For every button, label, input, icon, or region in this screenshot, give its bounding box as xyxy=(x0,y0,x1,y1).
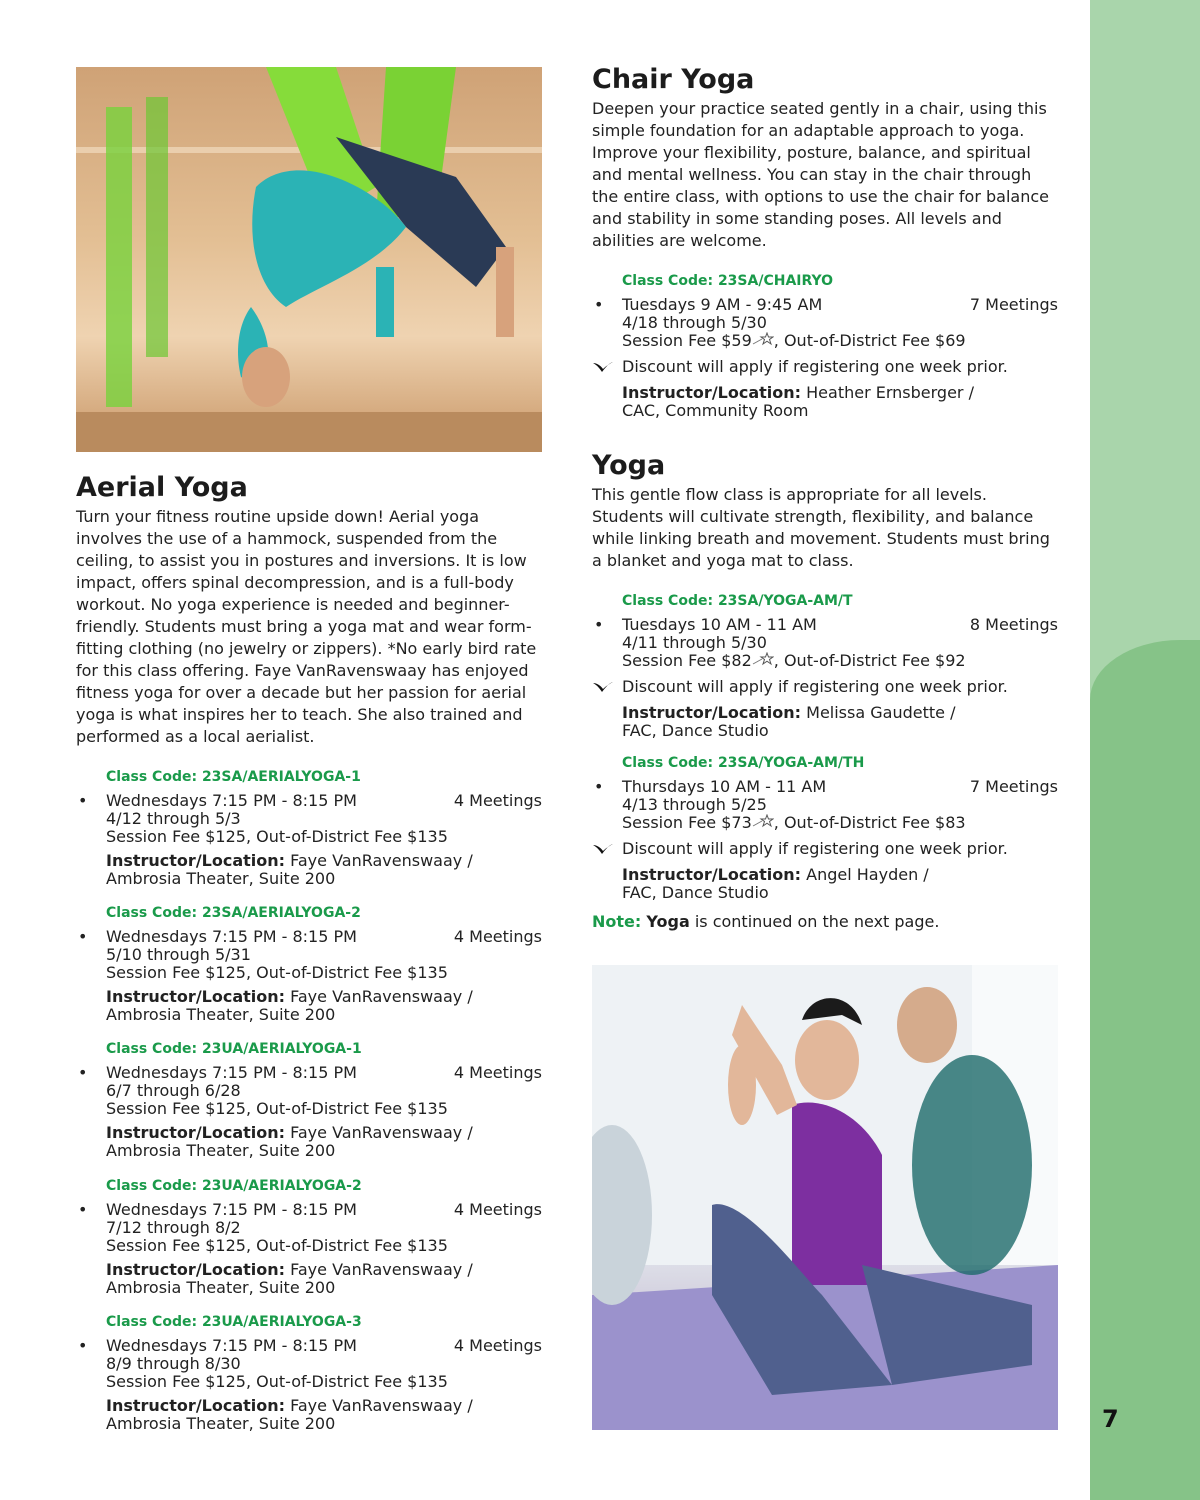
class-meetings: 7 Meetings xyxy=(969,777,1058,796)
class-discount-text: Discount will apply if registering one week prior. xyxy=(622,677,1008,696)
class-instructor xyxy=(592,704,1058,740)
aerial-class xyxy=(76,1177,542,1297)
bird-icon xyxy=(592,842,614,856)
class-code: Class Code: 23SA/YOGA-AM/TH xyxy=(622,755,865,771)
class-schedule: Wednesdays 7:15 PM - 8:15 PM xyxy=(106,1336,357,1355)
class-fee-session: Session Fee $73 xyxy=(622,813,752,832)
class-location: CAC, Community Room xyxy=(622,401,809,420)
class-schedule-row xyxy=(76,1064,542,1082)
class-instructor xyxy=(76,1124,542,1160)
class-schedule-row xyxy=(76,792,542,810)
class-schedule: Wednesdays 7:15 PM - 8:15 PM xyxy=(106,791,357,810)
bullet-icon: • xyxy=(78,1200,88,1219)
class-instructor xyxy=(76,988,542,1024)
class-dates: 8/9 through 8/30 xyxy=(106,1354,241,1373)
class-dates: 4/18 through 5/30 xyxy=(622,313,767,332)
yoga-description: This gentle flow class is appropriate for all levels. Students will cultivate strength, flexibility, and balance while linking breath and movement. Students must bring a blanket and yoga mat to class. xyxy=(592,485,1050,570)
class-meetings: 8 Meetings xyxy=(969,615,1058,634)
class-schedule-row xyxy=(592,616,1058,634)
bullet-icon: • xyxy=(594,777,604,796)
star-icon xyxy=(752,814,774,828)
class-schedule-row xyxy=(592,296,1058,314)
class-schedule: Tuesdays 9 AM - 9:45 AM xyxy=(622,295,823,314)
class-discount xyxy=(592,840,1058,858)
instructor-label: Instructor/Location: xyxy=(622,703,802,722)
class-discount-text: Discount will apply if registering one week prior. xyxy=(622,839,1008,858)
class-location: FAC, Dance Studio xyxy=(622,883,769,902)
class-code: Class Code: 23SA/AERIALYOGA-1 xyxy=(106,769,361,785)
note-label: Note: xyxy=(592,912,642,931)
class-meetings: 4 Meetings xyxy=(453,1200,542,1219)
yoga-class xyxy=(592,754,1058,902)
class-discount-text: Discount will apply if registering one week prior. xyxy=(622,357,1008,376)
instructor-label: Instructor/Location: xyxy=(106,1123,286,1142)
class-dates: 6/7 through 6/28 xyxy=(106,1081,241,1100)
class-code: Class Code: 23UA/AERIALYOGA-1 xyxy=(106,1041,362,1057)
class-dates: 5/10 through 5/31 xyxy=(106,945,251,964)
side-tab xyxy=(1090,0,1200,1500)
aerial-yoga-description: Turn your fitness routine upside down! Aerial yoga involves the use of a hammock, suspended from the ceiling, to assist you in postures and inversions. It is low impact, offers spinal decompression, and is a full-body workout. No yoga experience is needed and beginner-friendly. Students must bring a yoga mat and wear form-fitting clothing (no jewelry or zippers). *No early bird rate for this class offering. Faye VanRavenswaay has enjoyed fitness yoga for over a decade but her passion for aerial yoga is what inspires her to teach. She also trained and performed as a local aerialist. xyxy=(76,507,537,746)
side-tab-lower xyxy=(1090,640,1200,1500)
class-location: Ambrosia Theater, Suite 200 xyxy=(106,1005,336,1024)
aerial-class xyxy=(76,768,542,888)
bullet-icon: • xyxy=(594,295,604,314)
class-fee xyxy=(592,332,1058,350)
aerial-class xyxy=(76,904,542,1024)
page-number: 7 xyxy=(1102,1405,1119,1433)
class-dates: 7/12 through 8/2 xyxy=(106,1218,241,1237)
class-instructor xyxy=(592,384,1058,420)
aerial-yoga-title: Aerial Yoga xyxy=(76,472,248,503)
class-meetings: 4 Meetings xyxy=(453,927,542,946)
instructor-label: Instructor/Location: xyxy=(106,987,286,1006)
class-code: Class Code: 23UA/AERIALYOGA-2 xyxy=(106,1178,362,1194)
class-location: FAC, Dance Studio xyxy=(622,721,769,740)
class-schedule: Wednesdays 7:15 PM - 8:15 PM xyxy=(106,1063,357,1082)
class-meetings: 7 Meetings xyxy=(969,295,1058,314)
bird-icon xyxy=(592,360,614,374)
class-instructor xyxy=(76,1397,542,1433)
yoga-class-photo xyxy=(592,965,1058,1430)
class-fee: Session Fee $125, Out-of-District Fee $135 xyxy=(106,963,448,982)
class-fee-session: Session Fee $59 xyxy=(622,331,752,350)
bullet-icon: • xyxy=(78,1336,88,1355)
class-schedule: Wednesdays 7:15 PM - 8:15 PM xyxy=(106,927,357,946)
class-meetings: 4 Meetings xyxy=(453,1063,542,1082)
instructor-label: Instructor/Location: xyxy=(622,865,802,884)
instructor-name: Faye VanRavenswaay / xyxy=(290,1396,473,1415)
class-schedule-row xyxy=(76,1201,542,1219)
class-location: Ambrosia Theater, Suite 200 xyxy=(106,869,336,888)
class-location: Ambrosia Theater, Suite 200 xyxy=(106,1414,336,1433)
class-instructor xyxy=(76,852,542,888)
note-bold: Yoga xyxy=(646,912,690,931)
instructor-name: Faye VanRavenswaay / xyxy=(290,1260,473,1279)
class-fee: Session Fee $125, Out-of-District Fee $135 xyxy=(106,827,448,846)
class-schedule-row xyxy=(592,778,1058,796)
class-schedule: Wednesdays 7:15 PM - 8:15 PM xyxy=(106,1200,357,1219)
class-fee-outdistrict: , Out-of-District Fee $69 xyxy=(773,331,966,350)
class-code: Class Code: 23SA/YOGA-AM/T xyxy=(622,593,853,609)
aerial-yoga-photo xyxy=(76,67,542,452)
instructor-name: Melissa Gaudette / xyxy=(806,703,956,722)
yoga-class xyxy=(592,592,1058,740)
chair-yoga-description: Deepen your practice seated gently in a chair, using this simple foundation for an adaptable approach to yoga. Improve your flexibility, posture, balance, and spiritual and mental wellness. You can stay in the chair through the entire class, with options to use the chair for balance and stability in some standing poses. All levels and abilities are welcome. xyxy=(592,99,1049,250)
class-dates: 4/12 through 5/3 xyxy=(106,809,241,828)
class-meetings: 4 Meetings xyxy=(453,1336,542,1355)
class-meetings: 4 Meetings xyxy=(453,791,542,810)
class-schedule: Thursdays 10 AM - 11 AM xyxy=(622,777,827,796)
class-fee: Session Fee $125, Out-of-District Fee $135 xyxy=(106,1099,448,1118)
chair-yoga-title: Chair Yoga xyxy=(592,64,755,95)
class-location: Ambrosia Theater, Suite 200 xyxy=(106,1278,336,1297)
instructor-name: Faye VanRavenswaay / xyxy=(290,987,473,1006)
star-icon xyxy=(752,332,774,346)
class-fee xyxy=(592,652,1058,670)
class-location: Ambrosia Theater, Suite 200 xyxy=(106,1141,336,1160)
aerial-class xyxy=(76,1313,542,1433)
instructor-label: Instructor/Location: xyxy=(106,1396,286,1415)
bullet-icon: • xyxy=(594,615,604,634)
class-dates: 4/13 through 5/25 xyxy=(622,795,767,814)
yoga-title: Yoga xyxy=(592,450,666,481)
class-schedule-row xyxy=(76,1337,542,1355)
class-fee-outdistrict: , Out-of-District Fee $83 xyxy=(773,813,966,832)
note-text: is continued on the next page. xyxy=(689,912,940,931)
class-schedule: Tuesdays 10 AM - 11 AM xyxy=(622,615,817,634)
aerial-class xyxy=(76,1040,542,1160)
class-fee: Session Fee $125, Out-of-District Fee $135 xyxy=(106,1372,448,1391)
continued-note xyxy=(592,912,939,932)
class-code: Class Code: 23UA/AERIALYOGA-3 xyxy=(106,1314,362,1330)
chair-class xyxy=(592,272,1058,420)
class-fee-session: Session Fee $82 xyxy=(622,651,752,670)
bird-icon xyxy=(592,680,614,694)
star-icon xyxy=(752,652,774,666)
class-code: Class Code: 23SA/AERIALYOGA-2 xyxy=(106,905,361,921)
class-fee-outdistrict: , Out-of-District Fee $92 xyxy=(773,651,966,670)
class-schedule-row xyxy=(76,928,542,946)
class-instructor xyxy=(76,1261,542,1297)
bullet-icon: • xyxy=(78,1063,88,1082)
class-dates: 4/11 through 5/30 xyxy=(622,633,767,652)
instructor-name: Heather Ernsberger / xyxy=(806,383,974,402)
class-discount xyxy=(592,678,1058,696)
class-discount xyxy=(592,358,1058,376)
bullet-icon: • xyxy=(78,791,88,810)
instructor-name: Angel Hayden / xyxy=(806,865,929,884)
instructor-label: Instructor/Location: xyxy=(106,1260,286,1279)
instructor-label: Instructor/Location: xyxy=(622,383,802,402)
class-fee: Session Fee $125, Out-of-District Fee $135 xyxy=(106,1236,448,1255)
instructor-name: Faye VanRavenswaay / xyxy=(290,851,473,870)
instructor-name: Faye VanRavenswaay / xyxy=(290,1123,473,1142)
class-instructor xyxy=(592,866,1058,902)
class-code: Class Code: 23SA/CHAIRYO xyxy=(622,273,834,289)
bullet-icon: • xyxy=(78,927,88,946)
class-fee xyxy=(592,814,1058,832)
instructor-label: Instructor/Location: xyxy=(106,851,286,870)
